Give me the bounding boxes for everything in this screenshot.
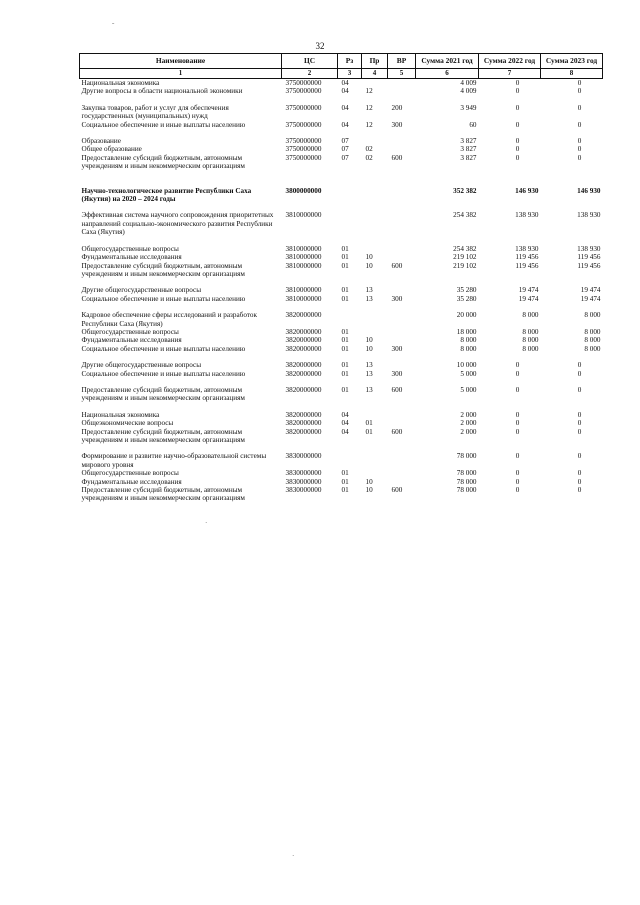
header-row [80,54,603,69]
cell-sum-2021: 78 000 [456,452,477,461]
cell-sum-2023: 0 [577,427,582,436]
cell-sum-2023: 0 [577,137,582,146]
cell-vr: 300 [391,120,403,129]
cell-cs: 3750000000 [285,103,322,112]
cell-name: Общегосударственные вопросы [81,327,179,336]
cell-cs: 3810000000 [285,261,322,270]
cell-sum-2023: 0 [577,486,582,495]
cell-sum-2022: 0 [515,87,520,96]
column-number: 3 [338,69,362,79]
cell-sum-2023: 0 [577,410,582,419]
cell-cs: 3750000000 [285,87,322,96]
cell-rz: 01 [341,253,349,262]
cell-name: Национальная экономика [81,410,160,419]
cell-sum-2023: 119 456 [577,261,601,270]
cell-sum-2021: 254 382 [453,211,477,220]
table-row [80,386,603,403]
cell-sum-2021: 5 000 [460,369,477,378]
cell-vr: 600 [391,153,403,162]
cell-vr [388,411,416,419]
cell-sum-2021: 78 000 [456,486,477,495]
cell-vr [388,361,416,369]
cell-rz: 01 [341,336,349,345]
cell-cs: 3750000000 [285,137,322,146]
cell-sum-2023: 0 [577,361,582,370]
cell-sum-2023: 0 [577,145,582,154]
cell-sum-2022: 8 000 [522,327,539,336]
cell-sum-2023: 8 000 [584,344,601,353]
cell-sum-2022: 8 000 [522,311,539,320]
cell-pr [362,411,388,419]
cell-pr: 10 [365,486,373,495]
cell-pr [362,452,388,469]
spacer-row [80,444,603,452]
table-row [80,253,603,261]
cell-sum-2023: 0 [577,103,582,112]
cell-sum-2021: 18 000 [456,327,477,336]
cell-vr [388,79,416,88]
cell-pr: 10 [365,253,373,262]
cell-sum-2021: 35 280 [456,294,477,303]
cell-name: Другие общегосударственные вопросы [81,361,202,370]
cell-cs: 3750000000 [285,153,322,162]
table-row [80,328,603,336]
cell-sum-2021: 4 009 [460,87,477,96]
cell-rz: 01 [341,327,349,336]
cell-rz: 01 [341,469,349,478]
header-name: Наименование [80,54,282,69]
cell-sum-2023: 19 474 [580,286,601,295]
scan-mark: · [292,852,295,860]
cell-name: Предоставление субсидий бюджетным, автономным учреждениям и иным некоммерческим организациям [81,261,245,278]
cell-sum-2021: 3 827 [460,145,477,154]
table-row [80,411,603,419]
table-row [80,345,603,353]
cell-rz: 01 [341,261,349,270]
cell-name: Социальное обеспечение и иные выплаты населению [81,294,246,303]
cell-sum-2022: 0 [515,103,520,112]
cell-sum-2023: 0 [577,153,582,162]
column-number: 6 [416,69,479,79]
table-row [80,286,603,294]
cell-pr [362,328,388,336]
cell-cs: 3810000000 [285,286,322,295]
cell-name: Научно-технологическое развитие Республики Саха (Якутия) на 2020 – 2024 годы [81,186,252,204]
cell-pr: 02 [365,153,373,162]
cell-sum-2022: 0 [515,427,520,436]
cell-pr [362,211,388,236]
cell-name: Общегосударственные вопросы [81,244,179,253]
cell-name: Другие общегосударственные вопросы [81,286,202,295]
cell-name: Социальное обеспечение и иные выплаты населению [81,369,246,378]
cell-sum-2022: 119 456 [515,261,539,270]
table-body [80,79,603,503]
cell-sum-2023: 138 930 [577,244,601,253]
cell-sum-2021: 20 000 [456,311,477,320]
cell-rz: 07 [341,153,349,162]
cell-sum-2023: 0 [577,120,582,129]
cell-vr: 600 [391,261,403,270]
cell-cs: 3830000000 [285,477,322,486]
cell-pr: 12 [365,120,373,129]
cell-sum-2021: 2 000 [460,419,477,428]
budget-table [79,53,603,503]
page-number: 32 [315,41,325,51]
table-row [80,87,603,95]
cell-name: Предоставление субсидий бюджетным, автономным учреждениям и иным некоммерческим организациям [81,427,245,444]
cell-sum-2022: 0 [515,369,520,378]
cell-cs: 3820000000 [285,336,322,345]
cell-cs: 3820000000 [285,361,322,370]
header-cs: ЦС [282,54,338,69]
cell-cs: 3820000000 [285,369,322,378]
cell-pr [362,137,388,145]
table-row [80,428,603,445]
cell-sum-2021: 254 382 [453,244,477,253]
header-sum-2022: Сумма 2022 год [479,54,541,69]
cell-name: Закупка товаров, работ и услуг для обеспечения государственных (муниципальных) нужд [81,103,229,121]
cell-name: Социальное обеспечение и иные выплаты населению [81,120,246,129]
column-number: 7 [479,69,541,79]
cell-vr [388,245,416,253]
column-number: 8 [541,69,603,79]
header-sum-2023: Сумма 2023 год [541,54,603,69]
cell-sum-2023: 8 000 [584,336,601,345]
cell-sum-2023: 8 000 [584,311,601,320]
spacer-cell [80,171,603,187]
spacer-row [80,403,603,411]
cell-sum-2023: 19 474 [580,294,601,303]
cell-vr [388,452,416,469]
spacer-cell [80,403,603,411]
table-row [80,469,603,477]
cell-rz [338,211,362,236]
cell-sum-2021: 35 280 [456,286,477,295]
cell-sum-2023: 0 [577,369,582,378]
cell-sum-2021: 78 000 [456,469,477,478]
cell-sum-2023: 0 [577,87,582,96]
cell-sum-2022: 0 [515,137,520,146]
cell-cs: 3820000000 [285,311,322,320]
cell-rz: 01 [341,477,349,486]
cell-sum-2023: 8 000 [584,327,601,336]
cell-rz: 01 [341,294,349,303]
cell-pr: 10 [365,261,373,270]
cell-rz: 04 [341,103,349,112]
cell-cs: 3750000000 [285,120,322,129]
cell-rz: 01 [341,286,349,295]
cell-vr: 600 [391,385,403,394]
cell-pr: 13 [365,286,373,295]
cell-pr: 12 [365,103,373,112]
cell-rz: 04 [341,87,349,96]
cell-sum-2021: 219 102 [453,253,477,262]
spacer-cell [80,353,603,361]
header-rz: Рз [338,54,362,69]
column-number-row [80,69,603,79]
cell-sum-2023: 0 [577,452,582,461]
cell-vr [388,328,416,336]
cell-cs: 3820000000 [285,419,322,428]
cell-pr: 10 [365,344,373,353]
scan-mark: ˇ [112,22,115,30]
cell-sum-2021: 5 000 [460,385,477,394]
cell-vr [388,419,416,427]
table-row [80,478,603,486]
cell-sum-2022: 0 [515,120,520,129]
table-row [80,211,603,236]
cell-pr [362,79,388,88]
cell-cs: 3820000000 [285,385,322,394]
cell-sum-2023: 0 [577,419,582,428]
cell-sum-2023: 0 [577,79,582,87]
cell-sum-2022: 0 [515,153,520,162]
cell-cs: 3750000000 [285,145,322,154]
cell-sum-2022: 0 [515,145,520,154]
cell-cs: 3820000000 [285,327,322,336]
spacer-row [80,96,603,104]
cell-name: Предоставление субсидий бюджетным, автономным учреждениям и иным некоммерческим организациям [81,385,245,403]
cell-pr: 01 [365,419,373,428]
cell-name: Предоставление субсидий бюджетным, автономным учреждениям и иным некоммерческим организациям [81,153,245,171]
cell-sum-2022: 0 [515,361,520,370]
cell-name: Формирование и развитие научно-образовательной системы мирового уровня [81,452,267,469]
cell-vr [388,187,416,204]
cell-rz [338,452,362,469]
cell-name: Общегосударственные вопросы [81,469,179,478]
cell-sum-2022: 0 [515,385,520,394]
cell-sum-2022: 8 000 [522,336,539,345]
cell-rz: 01 [341,369,349,378]
cell-sum-2022: 0 [515,486,520,495]
cell-sum-2021: 3 949 [460,103,477,112]
spacer-row [80,278,603,286]
cell-rz: 01 [341,361,349,370]
table-row [80,104,603,121]
cell-sum-2021: 78 000 [456,477,477,486]
cell-vr: 300 [391,344,403,353]
cell-vr [388,478,416,486]
cell-pr: 13 [365,369,373,378]
cell-sum-2022: 19 474 [518,286,539,295]
cell-rz: 07 [341,137,349,146]
table-row [80,361,603,369]
cell-cs: 3820000000 [285,427,322,436]
table-row [80,79,603,88]
cell-name: Кадровое обеспечение сферы исследований и разработок Республики Саха (Якутия) [81,311,257,328]
cell-vr [388,253,416,261]
cell-name: Образование [81,137,121,146]
cell-sum-2021: 352 382 [453,186,477,195]
cell-sum-2023: 146 930 [577,186,601,195]
cell-sum-2023: 138 930 [577,211,601,220]
cell-vr: 300 [391,294,403,303]
cell-sum-2022: 0 [515,410,520,419]
cell-sum-2022: 119 456 [515,253,539,262]
cell-rz: 01 [341,385,349,394]
cell-cs: 3820000000 [285,344,322,353]
cell-sum-2021: 3 827 [460,153,477,162]
cell-cs: 3830000000 [285,469,322,478]
cell-cs: 3750000000 [285,79,322,87]
cell-rz: 04 [341,79,349,87]
spacer-row [80,203,603,211]
scan-mark: · [205,519,208,527]
cell-vr [388,336,416,344]
cell-sum-2021: 4 009 [460,79,477,87]
cell-vr [388,145,416,153]
cell-sum-2022: 19 474 [518,294,539,303]
spacer-row [80,171,603,187]
cell-sum-2021: 10 000 [456,361,477,370]
cell-sum-2023: 0 [577,477,582,486]
cell-cs: 3810000000 [285,211,322,220]
cell-pr: 02 [365,145,373,154]
cell-vr [388,87,416,95]
column-number: 4 [362,69,388,79]
table-row [80,419,603,427]
cell-vr [388,286,416,294]
cell-sum-2022: 0 [515,469,520,478]
cell-sum-2022: 138 930 [515,211,539,220]
cell-sum-2022: 0 [515,419,520,428]
cell-vr: 600 [391,486,403,495]
cell-sum-2023: 0 [577,469,582,478]
header-vr: ВР [388,54,416,69]
cell-sum-2022: 0 [515,477,520,486]
cell-name: Общеэкономические вопросы [81,419,174,428]
spacer-row [80,303,603,311]
cell-name: Социальное обеспечение и иные выплаты населению [81,344,246,353]
cell-cs: 3830000000 [285,486,322,495]
cell-name: Фундаментальные исследования [81,253,182,262]
cell-vr [388,211,416,236]
cell-rz [338,187,362,204]
cell-sum-2021: 3 827 [460,137,477,146]
cell-cs: 3800000000 [285,186,322,195]
cell-name: Эффективная система научного сопровождения приоритетных направлений социально-экономического развития Республики Саха (Якутия) [81,211,274,237]
spacer-cell [80,203,603,211]
cell-sum-2021: 219 102 [453,261,477,270]
cell-name: Предоставление субсидий бюджетным, автономным учреждениям и иным некоммерческим организациям [81,486,245,503]
cell-cs: 3810000000 [285,253,322,262]
cell-name: Национальная экономика [81,79,160,87]
cell-rz: 04 [341,410,349,419]
cell-name: Общее образование [81,145,142,154]
cell-vr: 600 [391,427,403,436]
cell-pr [362,187,388,204]
spacer-cell [80,378,603,386]
cell-sum-2022: 0 [515,452,520,461]
cell-rz: 07 [341,145,349,154]
cell-pr [362,469,388,477]
cell-rz: 04 [341,419,349,428]
cell-cs: 3810000000 [285,244,322,253]
spacer-row [80,129,603,137]
cell-rz: 01 [341,344,349,353]
table-row [80,137,603,145]
cell-sum-2023: 119 456 [577,253,601,262]
cell-sum-2021: 2 000 [460,410,477,419]
table-row [80,311,603,328]
table-row [80,262,603,279]
cell-rz: 01 [341,486,349,495]
table-row [80,154,603,171]
table-row [80,121,603,129]
cell-pr [362,245,388,253]
cell-rz: 01 [341,244,349,253]
cell-rz [338,311,362,328]
column-number: 5 [388,69,416,79]
cell-cs: 3810000000 [285,294,322,303]
cell-pr: 10 [365,336,373,345]
cell-pr: 01 [365,427,373,436]
table-row [80,336,603,344]
column-number: 2 [282,69,338,79]
cell-vr [388,137,416,145]
table-row [80,295,603,303]
table-row [80,145,603,153]
cell-pr: 13 [365,294,373,303]
table-row [80,452,603,469]
cell-pr: 10 [365,477,373,486]
spacer-row [80,237,603,245]
table-row [80,370,603,378]
spacer-cell [80,96,603,104]
table-row [80,245,603,253]
cell-cs: 3830000000 [285,452,322,461]
cell-name: Другие вопросы в области национальной экономики [81,87,243,96]
column-number: 1 [80,69,282,79]
cell-vr [388,311,416,328]
cell-pr: 13 [365,361,373,370]
spacer-cell [80,237,603,245]
cell-sum-2022: 146 930 [515,186,539,195]
cell-cs: 3820000000 [285,410,322,419]
spacer-cell [80,444,603,452]
spacer-cell [80,303,603,311]
cell-rz: 04 [341,120,349,129]
spacer-row [80,378,603,386]
cell-sum-2022: 0 [515,79,520,87]
cell-pr: 13 [365,385,373,394]
cell-name: Фундаментальные исследования [81,336,182,345]
cell-vr: 300 [391,369,403,378]
spacer-cell [80,278,603,286]
cell-rz: 04 [341,427,349,436]
table-row [80,187,603,204]
cell-sum-2023: 0 [577,385,582,394]
cell-pr [362,311,388,328]
spacer-row [80,353,603,361]
cell-sum-2021: 8 000 [460,344,477,353]
cell-sum-2021: 60 [469,120,477,129]
spacer-cell [80,129,603,137]
cell-vr: 200 [391,103,403,112]
cell-sum-2022: 138 930 [515,244,539,253]
cell-sum-2021: 2 000 [460,427,477,436]
cell-sum-2021: 8 000 [460,336,477,345]
cell-vr [388,469,416,477]
cell-name: Фундаментальные исследования [81,477,182,486]
header-pr: Пр [362,54,388,69]
cell-sum-2022: 8 000 [522,344,539,353]
table-row [80,486,603,503]
cell-pr: 12 [365,87,373,96]
header-sum-2021: Сумма 2021 год [416,54,479,69]
